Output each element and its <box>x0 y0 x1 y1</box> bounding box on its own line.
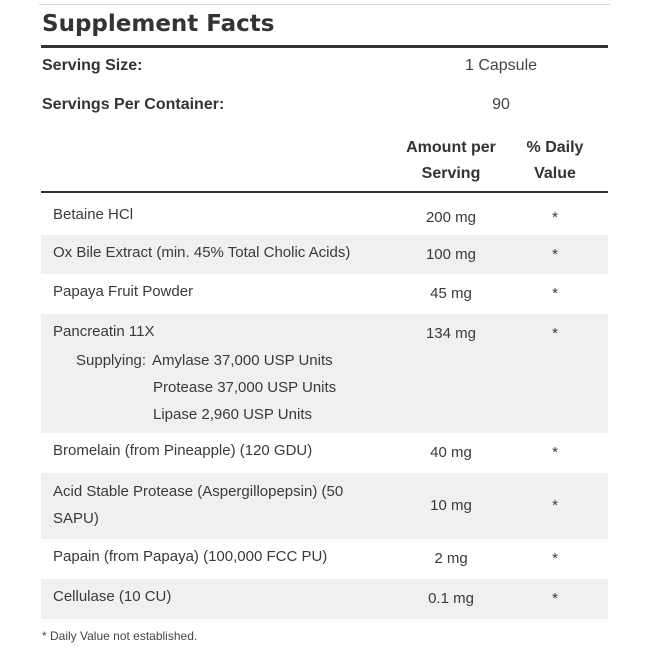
ingredient-name: Papaya Fruit Powder <box>53 283 194 300</box>
serving-size-value: 1 Capsule <box>464 57 538 74</box>
dv-header-line1: % Daily <box>526 139 584 156</box>
servings-per-container-row <box>39 92 610 122</box>
ingredient-name: Papain (from Papaya) (100,000 FCC PU) <box>53 548 328 565</box>
panel-title: Supplement Facts <box>42 11 275 37</box>
amount-header-line1: Amount per <box>406 139 496 156</box>
footnote: * Daily Value not established. <box>42 629 198 643</box>
ingredient-amount: 200 mg <box>425 209 477 226</box>
table-row <box>41 433 608 473</box>
ingredient-dv: * <box>552 497 558 514</box>
ingredient-amount: 40 mg <box>430 444 472 461</box>
table-row <box>41 314 608 433</box>
ingredient-name: Bromelain (from Pineapple) (120 GDU) <box>53 442 313 459</box>
ingredient-name: Cellulase (10 CU) <box>53 588 172 605</box>
ingredient-dv: * <box>552 590 558 607</box>
amount-per-serving-header <box>395 135 507 187</box>
ingredient-name: Ox Bile Extract (min. 45% Total Cholic Acids) <box>53 244 351 261</box>
table-row <box>41 195 608 235</box>
ingredient-name-line2: SAPU) <box>53 510 99 527</box>
ingredient-amount: 45 mg <box>430 285 472 302</box>
serving-size-label: Serving Size: <box>42 57 143 74</box>
serving-size-row <box>39 53 610 83</box>
ingredient-name: Betaine HCl <box>53 206 134 223</box>
ingredient-dv: * <box>552 550 558 567</box>
ingredient-name: Pancreatin 11X <box>53 323 155 340</box>
table-row <box>41 235 608 274</box>
ingredient-amount: 134 mg <box>425 325 477 342</box>
title-divider <box>41 45 608 48</box>
ingredient-amount: 100 mg <box>425 246 477 263</box>
ingredient-dv: * <box>552 246 558 263</box>
ingredient-dv: * <box>552 209 558 226</box>
sub-ingredient: Amylase 37,000 USP Units <box>152 352 333 369</box>
ingredient-amount: 2 mg <box>434 550 468 567</box>
dv-header-line2: Value <box>534 165 576 182</box>
daily-value-header <box>510 135 600 187</box>
sub-ingredient: Protease 37,000 USP Units <box>153 379 337 396</box>
header-divider <box>41 191 608 193</box>
table-row <box>41 274 608 314</box>
sub-ingredient: Lipase 2,960 USP Units <box>153 406 312 423</box>
table-row <box>41 579 608 619</box>
amount-header-line2: Serving <box>421 165 481 182</box>
ingredient-dv: * <box>552 444 558 461</box>
ingredient-dv: * <box>552 325 558 342</box>
ingredient-name-line1: Acid Stable Protease (Aspergillopepsin) (50 <box>53 483 344 500</box>
supplement-facts-panel <box>39 4 610 650</box>
ingredient-amount: 10 mg <box>430 497 472 514</box>
table-row <box>41 473 608 539</box>
servings-per-container-label: Servings Per Container: <box>42 96 225 113</box>
ingredient-amount: 0.1 mg <box>428 590 474 607</box>
table-row <box>41 539 608 579</box>
ingredient-dv: * <box>552 285 558 302</box>
supplying-label: Supplying: <box>76 352 147 369</box>
servings-per-container-value: 90 <box>492 96 510 113</box>
